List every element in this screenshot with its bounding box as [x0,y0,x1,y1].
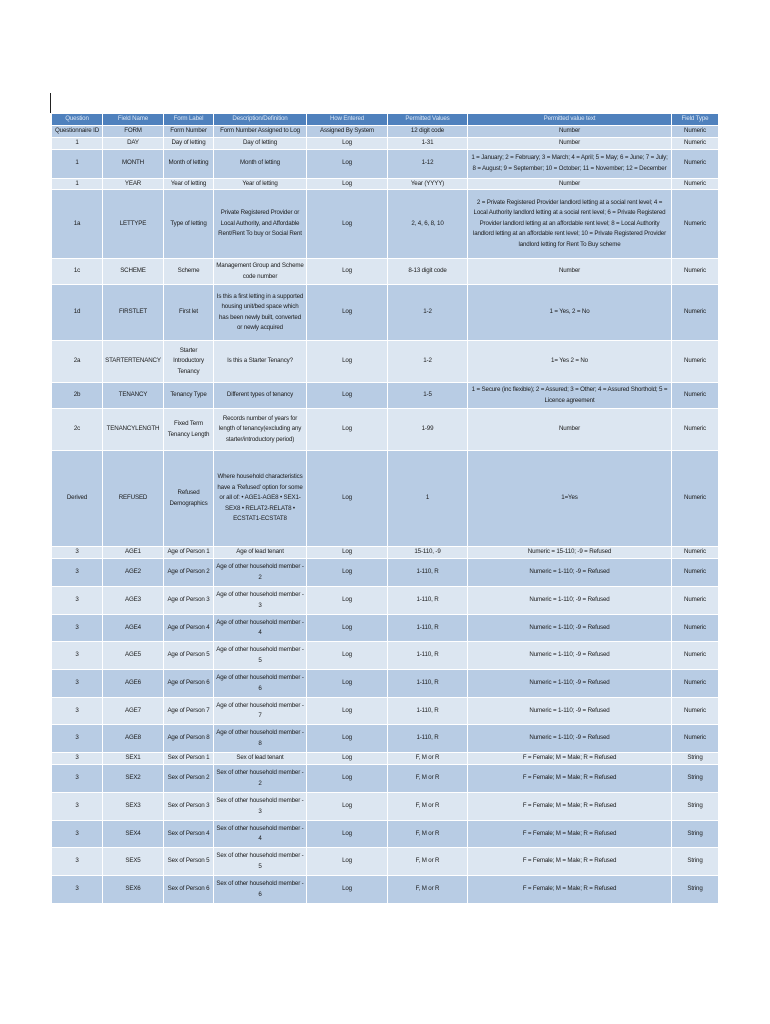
header-field-type: Field Type [672,114,719,126]
table-row [52,409,719,451]
cell-field-type: Numeric [672,698,719,725]
table-row [52,765,719,793]
cell-field-name: AGE3 [103,587,164,615]
cell-how-entered: Log [307,409,388,451]
table-row [52,341,719,383]
cell-description: Form Number Assigned to Log [214,126,307,138]
cell-form-label: Form Number [164,126,214,138]
table-row [52,285,719,341]
cell-description: Sex of other household member - 4 [214,821,307,848]
cell-field-name: SEX3 [103,793,164,821]
table-row [52,725,719,753]
cell-how-entered: Log [307,587,388,615]
header-field-name: Field Name [103,114,164,126]
cell-description: Records number of years for length of tenancy(excluding any starter/introductory period) [214,409,307,451]
cell-permitted-value-text: F = Female; M = Male; R = Refused [468,821,672,848]
cell-description: Sex of other household member - 2 [214,765,307,793]
cell-permitted-values: 1-2 [388,341,468,383]
cell-field-type: Numeric [672,285,719,341]
header-how-entered: How Entered [307,114,388,126]
cell-field-name: AGE7 [103,698,164,725]
table-row [52,559,719,587]
cell-field-name: REFUSED [103,451,164,547]
cell-field-type: Numeric [672,149,719,178]
cell-permitted-value-text: F = Female; M = Male; R = Refused [468,876,672,904]
cell-how-entered: Log [307,559,388,587]
cell-permitted-value-text: Numeric = 1-110; -9 = Refused [468,615,672,642]
table-row [52,178,719,190]
cell-question: Derived [52,451,103,547]
cell-field-type: Numeric [672,725,719,753]
cell-permitted-values: 1-12 [388,149,468,178]
cell-permitted-value-text: 1 = Yes, 2 = No [468,285,672,341]
cell-question: 3 [52,876,103,904]
cell-field-type: Numeric [672,138,719,150]
cell-permitted-values: F, M or R [388,793,468,821]
cell-question: 3 [52,848,103,876]
cell-field-name: FORM [103,126,164,138]
cell-permitted-value-text: 1 = Secure (inc flexible); 2 = Assured; 3 = Other; 4 = Assured Shorthold; 5 = Licence agreement [468,383,672,409]
table-row [52,259,719,285]
cell-permitted-values: 12 digit code [388,126,468,138]
cell-field-type: Numeric [672,642,719,670]
cell-field-name: SEX5 [103,848,164,876]
cell-question: 3 [52,587,103,615]
table-row [52,126,719,138]
cell-form-label: Fixed Term Tenancy Length [164,409,214,451]
cell-field-name: AGE2 [103,559,164,587]
cell-field-type: Numeric [672,190,719,259]
cell-field-name: AGE4 [103,615,164,642]
cell-field-type: Numeric [672,178,719,190]
cell-description: Sex of other household member - 3 [214,793,307,821]
cell-field-type: Numeric [672,409,719,451]
table-row [52,587,719,615]
cell-how-entered: Log [307,259,388,285]
cell-question: 2c [52,409,103,451]
cell-form-label: Age of Person 4 [164,615,214,642]
cell-question: 1 [52,138,103,150]
table-row [52,848,719,876]
cell-form-label: Month of letting [164,149,214,178]
cell-permitted-values: 1-110, R [388,642,468,670]
cell-form-label: Age of Person 2 [164,559,214,587]
cell-description: Sex of other household member - 5 [214,848,307,876]
cell-permitted-values: 1-110, R [388,559,468,587]
table-row [52,821,719,848]
cell-field-type: Numeric [672,126,719,138]
table-body [52,126,719,904]
cell-permitted-values: 1-110, R [388,587,468,615]
table-row [52,547,719,559]
cell-field-name: AGE8 [103,725,164,753]
cell-how-entered: Log [307,848,388,876]
cell-form-label: Refused Demographics [164,451,214,547]
table-row [52,615,719,642]
cell-question: 2a [52,341,103,383]
cell-question: 3 [52,725,103,753]
cell-question: 1c [52,259,103,285]
cell-form-label: Type of letting [164,190,214,259]
cell-description: Age of lead tenant [214,547,307,559]
cell-description: Private Registered Provider or Local Authority, and Affordable Rent/Rent To buy or Social Rent [214,190,307,259]
cell-field-type: String [672,753,719,765]
table-row [52,876,719,904]
cell-field-name: TENANCY [103,383,164,409]
cell-form-label: Sex of Person 6 [164,876,214,904]
table-row [52,670,719,698]
cell-field-name: AGE6 [103,670,164,698]
cell-how-entered: Log [307,190,388,259]
cell-permitted-values: 1-110, R [388,670,468,698]
cell-question: Questionnaire ID [52,126,103,138]
cell-permitted-values: 1-99 [388,409,468,451]
cell-description: Is this a first letting in a supported housing unit/bed space which has been newly built, converted or newly acquired [214,285,307,341]
cell-question: 3 [52,793,103,821]
cell-question: 1 [52,149,103,178]
cell-permitted-value-text: Number [468,126,672,138]
cell-description: Age of other household member - 6 [214,670,307,698]
cell-description: Management Group and Scheme code number [214,259,307,285]
cell-field-type: Numeric [672,341,719,383]
page-margin-line [50,93,51,113]
cell-form-label: Starter Introductory Tenancy [164,341,214,383]
cell-how-entered: Log [307,753,388,765]
cell-field-type: Numeric [672,559,719,587]
cell-permitted-value-text: Numeric = 15-110; -9 = Refused [468,547,672,559]
cell-permitted-value-text: Numeric = 1-110; -9 = Refused [468,670,672,698]
cell-description: Day of letting [214,138,307,150]
cell-how-entered: Log [307,670,388,698]
cell-permitted-value-text: Numeric = 1-110; -9 = Refused [468,587,672,615]
cell-description: Is this a Starter Tenancy? [214,341,307,383]
cell-how-entered: Log [307,725,388,753]
cell-field-type: String [672,848,719,876]
cell-question: 3 [52,670,103,698]
cell-field-name: STARTERTENANCY [103,341,164,383]
table-row [52,138,719,150]
cell-permitted-values: 8-13 digit code [388,259,468,285]
cell-how-entered: Log [307,547,388,559]
cell-form-label: Age of Person 8 [164,725,214,753]
cell-form-label: Age of Person 3 [164,587,214,615]
table-row [52,793,719,821]
cell-field-name: FIRSTLET [103,285,164,341]
cell-field-name: SEX6 [103,876,164,904]
cell-form-label: Sex of Person 4 [164,821,214,848]
cell-field-type: Numeric [672,615,719,642]
cell-field-name: SEX4 [103,821,164,848]
cell-description: Age of other household member - 5 [214,642,307,670]
cell-form-label: Sex of Person 2 [164,765,214,793]
cell-permitted-values: F, M or R [388,821,468,848]
cell-how-entered: Log [307,451,388,547]
cell-how-entered: Log [307,793,388,821]
cell-permitted-value-text: Number [468,409,672,451]
header-question: Question [52,114,103,126]
cell-description: Age of other household member - 2 [214,559,307,587]
cell-form-label: Sex of Person 3 [164,793,214,821]
cell-permitted-values: 15-110, -9 [388,547,468,559]
cell-description: Sex of other household member - 6 [214,876,307,904]
data-dictionary-table [51,113,719,904]
cell-permitted-values: 1-2 [388,285,468,341]
cell-permitted-values: 1-31 [388,138,468,150]
cell-permitted-values: Year (YYYY) [388,178,468,190]
cell-permitted-values: F, M or R [388,876,468,904]
cell-permitted-values: 1-110, R [388,615,468,642]
cell-description: Where household characteristics have a 'Refused' option for some or all of: • AGE1-AGE8 • SEX1-SEX8 • RELAT2-RELAT8 • ECSTAT1-ECSTAT8 [214,451,307,547]
cell-question: 2b [52,383,103,409]
cell-how-entered: Log [307,149,388,178]
cell-permitted-value-text: Number [468,178,672,190]
cell-field-type: Numeric [672,587,719,615]
header-permitted-values: Permitted Values [388,114,468,126]
cell-how-entered: Log [307,383,388,409]
cell-question: 3 [52,765,103,793]
cell-field-name: SCHEME [103,259,164,285]
table-row [52,149,719,178]
cell-how-entered: Log [307,615,388,642]
cell-field-name: AGE5 [103,642,164,670]
cell-field-type: Numeric [672,259,719,285]
cell-question: 3 [52,615,103,642]
header-row [52,114,719,126]
header-description: Description/Definition [214,114,307,126]
cell-permitted-value-text: Numeric = 1-110; -9 = Refused [468,559,672,587]
cell-permitted-value-text: Numeric = 1-110; -9 = Refused [468,698,672,725]
cell-field-name: LETTYPE [103,190,164,259]
cell-how-entered: Log [307,698,388,725]
cell-question: 1a [52,190,103,259]
cell-how-entered: Log [307,821,388,848]
cell-description: Year of letting [214,178,307,190]
cell-field-name: TENANCYLENGTH [103,409,164,451]
cell-form-label: Year of letting [164,178,214,190]
cell-permitted-value-text: F = Female; M = Male; R = Refused [468,848,672,876]
cell-question: 3 [52,753,103,765]
cell-form-label: Tenancy Type [164,383,214,409]
cell-how-entered: Log [307,178,388,190]
cell-field-type: Numeric [672,670,719,698]
cell-how-entered: Log [307,285,388,341]
cell-permitted-value-text: 1= Yes 2 = No [468,341,672,383]
cell-permitted-value-text: 1=Yes [468,451,672,547]
cell-field-name: YEAR [103,178,164,190]
cell-form-label: Sex of Person 1 [164,753,214,765]
table-row [52,383,719,409]
cell-description: Age of other household member - 3 [214,587,307,615]
cell-description: Different types of tenancy [214,383,307,409]
cell-question: 3 [52,547,103,559]
cell-permitted-values: 1-110, R [388,725,468,753]
header-form-label: Form Label [164,114,214,126]
cell-question: 3 [52,559,103,587]
cell-field-name: SEX1 [103,753,164,765]
cell-question: 1 [52,178,103,190]
cell-how-entered: Log [307,138,388,150]
cell-permitted-values: 1 [388,451,468,547]
cell-permitted-value-text: Numeric = 1-110; -9 = Refused [468,642,672,670]
cell-field-name: DAY [103,138,164,150]
cell-permitted-values: 1-110, R [388,698,468,725]
header-permitted-value-text: Permitted value text [468,114,672,126]
cell-description: Month of letting [214,149,307,178]
table-row [52,642,719,670]
cell-permitted-values: F, M or R [388,848,468,876]
cell-permitted-value-text: Number [468,138,672,150]
cell-form-label: Age of Person 5 [164,642,214,670]
cell-permitted-value-text: Numeric = 1-110; -9 = Refused [468,725,672,753]
cell-form-label: Sex of Person 5 [164,848,214,876]
cell-form-label: Age of Person 7 [164,698,214,725]
cell-how-entered: Log [307,765,388,793]
cell-permitted-values: 2, 4, 6, 8, 10 [388,190,468,259]
cell-form-label: Scheme [164,259,214,285]
cell-field-type: String [672,793,719,821]
cell-description: Sex of lead tenant [214,753,307,765]
cell-field-type: Numeric [672,547,719,559]
cell-how-entered: Log [307,642,388,670]
cell-field-type: String [672,765,719,793]
cell-field-type: String [672,876,719,904]
cell-field-type: Numeric [672,451,719,547]
cell-question: 1d [52,285,103,341]
cell-description: Age of other household member - 7 [214,698,307,725]
cell-how-entered: Log [307,341,388,383]
cell-field-type: String [672,821,719,848]
cell-field-name: SEX2 [103,765,164,793]
cell-permitted-value-text: F = Female; M = Male; R = Refused [468,753,672,765]
table-row [52,753,719,765]
cell-field-name: MONTH [103,149,164,178]
cell-form-label: Age of Person 1 [164,547,214,559]
cell-question: 3 [52,698,103,725]
table-row [52,190,719,259]
cell-description: Age of other household member - 4 [214,615,307,642]
cell-permitted-values: 1-5 [388,383,468,409]
table-row [52,451,719,547]
cell-question: 3 [52,642,103,670]
cell-question: 3 [52,821,103,848]
table-row [52,698,719,725]
cell-how-entered: Assigned By System [307,126,388,138]
cell-form-label: Day of letting [164,138,214,150]
cell-permitted-value-text: F = Female; M = Male; R = Refused [468,793,672,821]
cell-permitted-values: F, M or R [388,765,468,793]
cell-permitted-value-text: 2 = Private Registered Provider landlord letting at a social rent level; 4 = Local Authority landlord letting at a social rent level; 6 = Private Registered Provider landlord letting at an affordable rent level; 8 = Local Authority landlord letting at an affordable rent level; 10 = Private Registered Provider landlord letting for Rent To Buy scheme [468,190,672,259]
cell-permitted-value-text: 1 = January; 2 = February; 3 = March; 4 = April; 5 = May; 6 = June; 7 = July; 8 = August; 9 = September; 10 = October; 11 = November; 12 = December [468,149,672,178]
cell-how-entered: Log [307,876,388,904]
cell-field-name: AGE1 [103,547,164,559]
cell-permitted-value-text: Number [468,259,672,285]
cell-permitted-values: F, M or R [388,753,468,765]
cell-form-label: First let [164,285,214,341]
cell-description: Age of other household member - 8 [214,725,307,753]
cell-permitted-value-text: F = Female; M = Male; R = Refused [468,765,672,793]
cell-form-label: Age of Person 6 [164,670,214,698]
cell-field-type: Numeric [672,383,719,409]
